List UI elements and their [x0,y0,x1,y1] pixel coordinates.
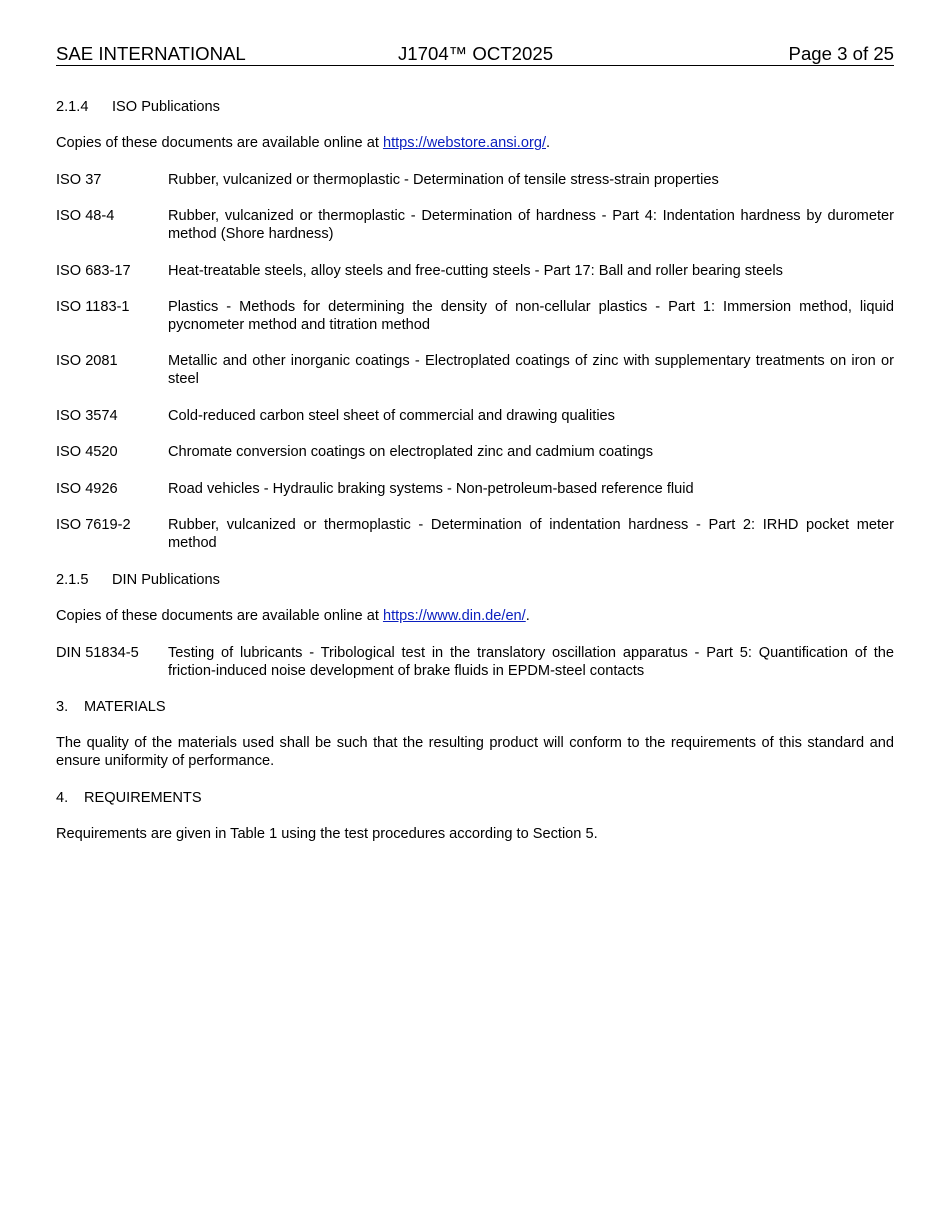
reference-code: ISO 1183-1 [56,299,130,315]
section-title: REQUIREMENTS [84,790,202,806]
iso-webstore-link[interactable]: https://webstore.ansi.org/ [382,135,546,151]
section-heading-requirements [56,789,202,807]
reference-title: Chromate conversion coatings on electroplated zinc and cadmium coatings [168,444,654,460]
reference-code: ISO 2081 [56,353,118,369]
iso-intro-suffix: . [546,135,551,151]
reference-code: ISO 7619-2 [56,517,131,533]
reference-code: ISO 37 [56,172,102,188]
iso-intro-paragraph [56,134,894,152]
reference-title: Heat-treatable steels, alloy steels and free-cutting steels - Part 17: Ball and roller bearing steels [168,263,783,279]
reference-code: ISO 3574 [56,408,118,424]
section-number: 2.1.4 [56,99,89,115]
section-number: 4. [56,790,69,806]
reference-title: Plastics - Methods for determining the density of non-cellular plastics - Part 1: Immersion method, liquid pycnometer method and titration method [168,299,894,333]
reference-code: DIN 51834-5 [56,645,139,661]
din-website-link[interactable]: https://www.din.de/en/ [382,608,526,624]
header-document-id: J1704™ OCT2025 [398,43,554,64]
section-number: 3. [56,699,69,715]
reference-title: Rubber, vulcanized or thermoplastic - Determination of hardness - Part 4: Indentation hardness by durometer method (Shore hardness) [168,208,894,242]
reference-title: Rubber, vulcanized or thermoplastic - Determination of indentation hardness - Part 2: IRHD pocket meter method [168,517,894,551]
din-intro-text: Copies of these documents are available online at [56,608,383,624]
section-heading-materials [56,698,166,716]
reference-code: ISO 4926 [56,481,118,497]
section-heading-din [56,571,220,589]
section-title: MATERIALS [84,699,166,715]
reference-title: Cold-reduced carbon steel sheet of commercial and drawing qualities [168,408,615,424]
iso-intro-text: Copies of these documents are available online at [56,135,383,151]
header-organization: SAE INTERNATIONAL [56,43,246,64]
reference-title: Metallic and other inorganic coatings - Electroplated coatings of zinc with supplementary treatments on iron or steel [168,353,894,387]
section-heading-iso [56,98,220,116]
document-page [56,0,894,1230]
section-title: DIN Publications [112,572,220,588]
page-header [56,43,894,66]
requirements-paragraph: Requirements are given in Table 1 using the test procedures according to Section 5. [56,826,598,842]
reference-code: ISO 683-17 [56,263,131,279]
header-page-number: Page 3 of 25 [788,43,894,64]
reference-title: Road vehicles - Hydraulic braking systems - Non-petroleum-based reference fluid [168,481,694,497]
din-intro-paragraph [56,607,894,625]
reference-title: Testing of lubricants - Tribological test in the translatory oscillation apparatus - Part 5: Quantification of the friction-induced noise development of brake fluids in EPDM-steel contacts [168,645,894,679]
reference-title: Rubber, vulcanized or thermoplastic - Determination of tensile stress-strain properties [168,172,719,188]
reference-code: ISO 4520 [56,444,118,460]
din-intro-suffix: . [525,608,530,624]
reference-code: ISO 48-4 [56,208,115,224]
section-title: ISO Publications [112,99,220,115]
materials-paragraph: The quality of the materials used shall be such that the resulting product will conform to the requirements of this standard and ensure uniformity of performance. [56,735,894,769]
section-number: 2.1.5 [56,572,89,588]
